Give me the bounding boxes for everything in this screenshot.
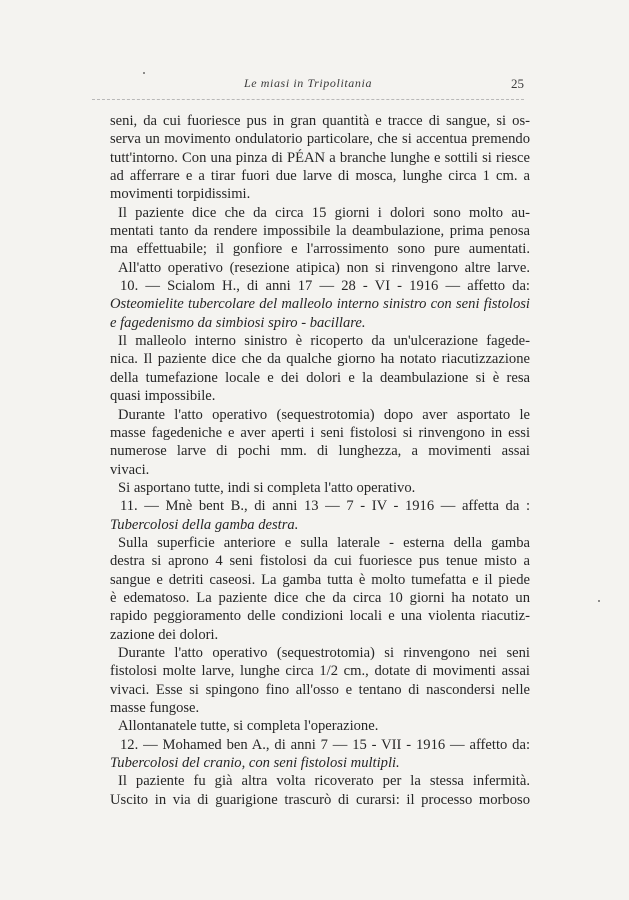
text-line: Durante l'atto operativo (sequestrotomia) si rinvengono nei seni [118,644,530,661]
text-line: Sulla superficie anteriore e sulla laterale - esterna della gamba [118,534,530,551]
text-line: sangue e detriti caseosi. La gamba tutta è molto tumefatta e il piede [110,571,530,588]
text-line: Il paziente dice che da circa 15 giorni i dolori sono molto au- [118,204,530,221]
running-head [92,76,524,96]
text-line: vivaci. Esse si spingono fino all'osso e tentano di nascondersi nelle [110,681,530,698]
text-line: Uscito in via di guarigione trascurò di curarsi: il processo morboso [110,791,530,808]
text-line: nica. Il paziente dice che da qualche giorno ha notato riacutizzazione [110,351,530,368]
text-line: della tumefazione locale e dei dolori e la deambulazione si è resa [110,369,530,386]
diagnosis-line: Osteomielite tubercolare del malleolo interno sinistro con seni fistolosi [110,296,530,313]
case-heading: 11. — Mnè bent B., di anni 13 — 7 - IV - 1916 — affetta da : [120,498,530,515]
text-line: All'atto operativo (resezione atipica) non si rinvengono altre larve. [118,259,530,276]
text-line: rapido peggioramento delle condizioni locali e una violenta riacutiz- [110,608,530,625]
text-line: destra si aprono 4 seni fistolosi da cui fuoriesce pus tenue misto a [110,553,530,570]
text-line: masse fungose. [110,700,200,716]
header-rule [92,99,524,100]
text-line: quasi impossibile. [110,388,216,405]
text-line: vivaci. [110,461,150,478]
diagnosis-line: e fagedenismo da simbiosi spiro - bacillare. [110,314,366,331]
text-line: fistolosi molte larve, lunghe circa 1/2 cm., dotate di movimenti assai [110,663,530,680]
text-line: numerose larve di pochi mm. di lunghezza, a movimenti assai [110,443,530,460]
text-line: Durante l'atto operativo (sequestrotomia) dopo aver asportato le [118,406,530,423]
text-line: Il paziente fu già altra volta ricoverato per la stessa infermità. [118,773,530,790]
text-line: ad afferrare e a tirar fuori due larve di mosca, lunghe circa 1 cm. a [110,168,530,185]
scan-speck [598,600,600,602]
text-line: è edematoso. La paziente dice che da circa 10 giorni ha notato un [110,589,530,606]
diagnosis-line: Tubercolosi del cranio, con seni fistolosi multipli. [110,755,400,772]
page-number: 25 [511,76,524,91]
running-title: Le miasi in Tripolitania [243,76,373,90]
text-line: zazione dei dolori. [110,626,219,643]
scan-speck [143,72,145,74]
text-line: movimenti torpidissimi. [110,186,251,203]
text-line: Il malleolo interno sinistro è ricoperto da un'ulcerazione fagede- [118,333,530,350]
diagnosis-line: Tubercolosi della gamba destra. [110,516,299,533]
text-line: masse fagedeniche e aver aperti i seni fistolosi si rinvengono in essi [110,424,530,441]
case-heading: 10. — Scialom H., di anni 17 — 28 - VI - 1916 — affetto da: [120,278,530,295]
body-text [110,112,530,809]
text-line: seni, da cui fuoriesce pus in gran quantità e tracce di sangue, si os- [110,113,530,129]
case-heading: 12. — Mohamed ben A., di anni 7 — 15 - VII - 1916 — affetto da: [120,736,530,753]
text-line: mentati tanto da rendere impossibile la deambulazione, prima penosa [110,223,530,240]
text-line: Allontanatele tutte, si completa l'operazione. [118,718,379,735]
text-line: serva un movimento ondulatorio particolare, che si accentua premendo [110,131,530,148]
text-line: Si asportano tutte, indi si completa l'atto operativo. [118,479,416,496]
text-line: ma effettuabile; il gonfiore e l'arrossimento sono pure aumentati. [110,241,530,258]
text-line: tutt'intorno. Con una pinza di PÉAN a branche lunghe e sottili si riesce [110,149,530,166]
